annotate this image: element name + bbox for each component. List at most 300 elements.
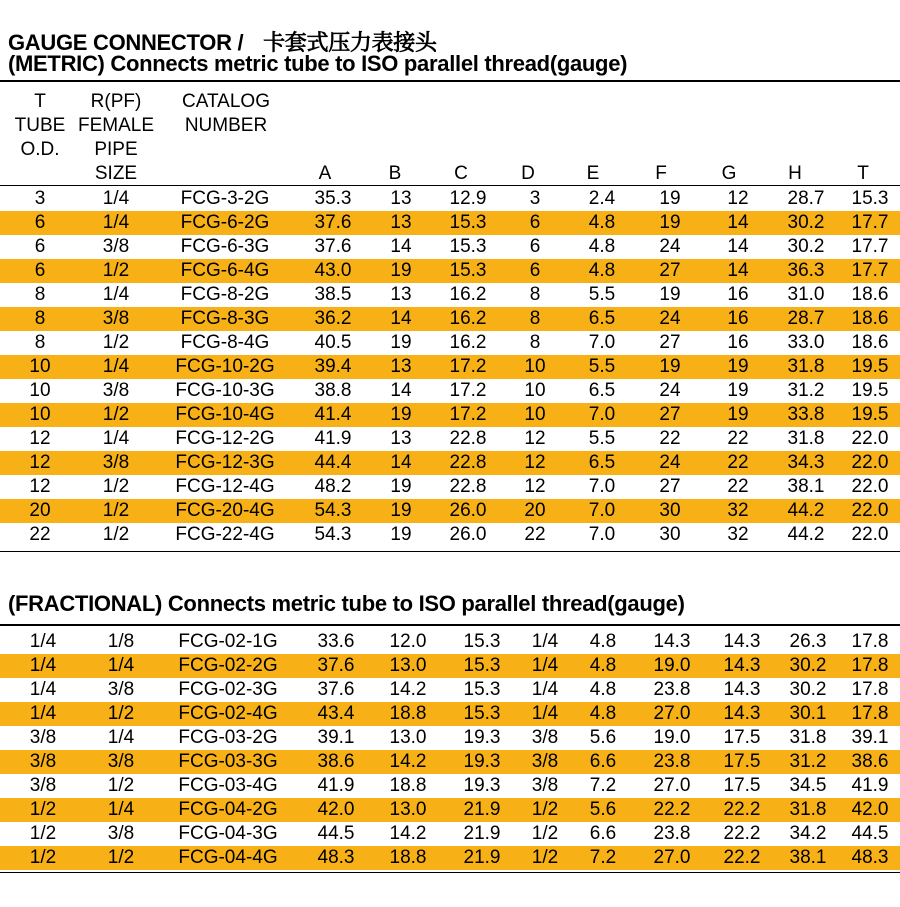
table-cell: 16.2 [434, 307, 502, 331]
table-cell: 14 [727, 236, 749, 257]
table-cell: 7.0 [568, 403, 636, 427]
table-cell: 6 [0, 211, 80, 235]
table-cell: 24 [659, 236, 681, 257]
table-cell: 31.2 [776, 750, 840, 774]
table-row [0, 331, 900, 355]
table-cell: 7.2 [589, 775, 617, 796]
table-cell: 3/8 [29, 775, 57, 796]
table-cell: 10 [502, 355, 568, 379]
fractional-subtitle: (FRACTIONAL) Connects metric tube to ISO parallel thread(gauge) [8, 591, 685, 616]
table-cell: 1/4 [102, 188, 130, 209]
table-cell: FCG-12-4G [175, 476, 275, 497]
table-cell: 19 [636, 355, 704, 379]
table-cell: 22.2 [708, 798, 776, 822]
table-cell: 23.8 [653, 679, 691, 700]
table-row [0, 475, 900, 499]
table-cell: 22 [659, 428, 681, 449]
table-cell: 3/8 [80, 307, 152, 331]
table-cell: FCG-03-2G [178, 727, 278, 748]
table-cell: 15.3 [444, 654, 520, 678]
table-cell: 54.3 [314, 524, 352, 545]
table-cell: FCG-6-2G [152, 211, 298, 235]
table-cell: 21.9 [444, 846, 520, 870]
table-cell: 38.1 [776, 846, 840, 870]
table-cell: 24 [659, 380, 681, 401]
table-cell: 19 [659, 188, 681, 209]
table-cell: 28.7 [772, 307, 840, 331]
table-cell: 14 [390, 380, 412, 401]
table-cell: 10 [0, 403, 80, 427]
table-cell: 22.0 [851, 476, 889, 497]
table-cell: 35.3 [314, 188, 352, 209]
metric-subtitle: (METRIC) Connects metric tube to ISO parallel thread(gauge) [8, 51, 628, 76]
table-cell: FCG-22-4G [175, 524, 275, 545]
table-cell: 17.2 [434, 355, 502, 379]
table-cell: 12 [524, 476, 546, 497]
table-cell: 3/8 [102, 380, 130, 401]
table-cell: 19 [704, 355, 772, 379]
table-cell: 14.3 [723, 679, 761, 700]
table-cell: 19 [636, 211, 704, 235]
table-cell: 22.2 [708, 846, 776, 870]
header-dim-a: A [318, 163, 332, 184]
table-cell: FCG-12-2G [175, 428, 275, 449]
table-cell: 22 [704, 451, 772, 475]
table-cell: 1/4 [531, 631, 559, 652]
table-cell: 14 [368, 451, 434, 475]
table-cell: 38.1 [787, 476, 825, 497]
header-dim-d: D [521, 163, 535, 184]
table-cell: 1/2 [520, 846, 570, 870]
table-cell: 3/8 [520, 750, 570, 774]
table-cell: 3 [34, 188, 46, 209]
table-cell: 41.9 [851, 775, 889, 796]
table-cell: FCG-12-3G [152, 451, 298, 475]
table-cell: 3 [529, 188, 541, 209]
metric-table-bottom-rule [0, 551, 900, 552]
table-cell: 31.8 [787, 428, 825, 449]
table-cell: 44.5 [851, 823, 889, 844]
table-cell: 3/8 [531, 775, 559, 796]
table-cell: 7.0 [588, 476, 616, 497]
table-cell: 1/2 [86, 846, 156, 870]
table-cell: 1/4 [520, 702, 570, 726]
table-cell: 44.4 [298, 451, 368, 475]
table-cell: 14.3 [708, 702, 776, 726]
title-divider [0, 80, 900, 82]
table-cell: 10 [29, 380, 51, 401]
table-cell: FCG-10-2G [152, 355, 298, 379]
table-cell: 4.8 [568, 259, 636, 283]
table-cell: 19 [390, 524, 412, 545]
table-cell: 6 [34, 236, 46, 257]
table-cell: 8 [502, 307, 568, 331]
table-cell: 6 [0, 259, 80, 283]
table-cell: 30.1 [776, 702, 840, 726]
table-row [0, 259, 900, 283]
table-cell: 5.6 [570, 798, 636, 822]
table-row [0, 702, 900, 726]
table-row [0, 427, 900, 451]
table-cell: 19.5 [851, 380, 889, 401]
table-cell: FCG-3-2G [180, 188, 270, 209]
table-cell: FCG-8-2G [180, 284, 270, 305]
table-cell: 3/8 [531, 727, 559, 748]
table-cell: 19.3 [463, 727, 501, 748]
table-cell: 27 [659, 476, 681, 497]
table-cell: 2.4 [588, 188, 616, 209]
table-cell: 14.2 [389, 823, 427, 844]
table-cell: 8 [34, 332, 46, 353]
table-cell: 22.0 [851, 428, 889, 449]
table-cell: 54.3 [298, 499, 368, 523]
table-cell: 19 [390, 332, 412, 353]
table-cell: 4.8 [589, 679, 617, 700]
table-cell: FCG-02-1G [178, 631, 278, 652]
table-cell: 6 [529, 236, 541, 257]
table-cell: FCG-03-3G [156, 750, 300, 774]
table-cell: 48.3 [840, 846, 900, 870]
header-dim-f: F [655, 163, 667, 184]
table-cell: 23.8 [636, 750, 708, 774]
table-cell: 1/2 [102, 332, 130, 353]
table-cell: 24 [636, 307, 704, 331]
table-cell: 22.8 [434, 451, 502, 475]
table-row [0, 523, 900, 547]
table-cell: 22 [524, 524, 546, 545]
table-cell: 3/8 [0, 750, 86, 774]
table-cell: 3/8 [29, 727, 57, 748]
table-cell: 17.7 [840, 211, 900, 235]
table-cell: 26.0 [449, 524, 487, 545]
table-row [0, 403, 900, 427]
table-cell: 14 [390, 236, 412, 257]
table-cell: 34.3 [772, 451, 840, 475]
table-cell: FCG-6-4G [152, 259, 298, 283]
table-cell: 6 [502, 211, 568, 235]
table-cell: 26.0 [434, 499, 502, 523]
table-cell: 33.6 [317, 631, 355, 652]
table-row [0, 774, 900, 798]
table-cell: 22.0 [840, 499, 900, 523]
table-cell: 4.8 [568, 211, 636, 235]
table-cell: 5.5 [588, 428, 616, 449]
table-cell: 13 [390, 188, 412, 209]
table-cell: 33.8 [772, 403, 840, 427]
table-cell: 43.0 [298, 259, 368, 283]
fractional-table-bottom-rule [0, 872, 900, 873]
table-cell: 20 [502, 499, 568, 523]
table-cell: 27.0 [653, 775, 691, 796]
table-cell: 23.8 [653, 823, 691, 844]
table-cell: 1/2 [0, 846, 86, 870]
table-cell: 41.9 [317, 775, 355, 796]
table-cell: 3/8 [107, 823, 135, 844]
table-cell: 37.6 [317, 679, 355, 700]
table-cell: 17.2 [434, 403, 502, 427]
table-cell: 16 [704, 307, 772, 331]
table-cell: 30.2 [776, 654, 840, 678]
table-row [0, 822, 900, 846]
table-cell: 3/8 [80, 451, 152, 475]
header-t-tube-od: T TUBE O.D. [14, 91, 66, 160]
metric-table-body [0, 187, 900, 547]
table-cell: 1/4 [0, 702, 86, 726]
table-cell: 30.2 [789, 679, 827, 700]
table-cell: 12 [29, 428, 51, 449]
table-cell: 17.5 [708, 750, 776, 774]
table-cell: 36.2 [298, 307, 368, 331]
table-row [0, 283, 900, 307]
table-cell: 5.5 [568, 355, 636, 379]
table-cell: 1/2 [80, 499, 152, 523]
table-cell: FCG-02-3G [178, 679, 278, 700]
table-cell: FCG-10-4G [152, 403, 298, 427]
table-cell: 12.0 [389, 631, 427, 652]
table-cell: 14.3 [653, 631, 691, 652]
table-cell: 39.1 [851, 727, 889, 748]
table-cell: FCG-02-4G [156, 702, 300, 726]
table-row [0, 211, 900, 235]
table-cell: 1/4 [0, 654, 86, 678]
header-dim-h: H [788, 163, 802, 184]
table-cell: 43.4 [300, 702, 372, 726]
table-cell: FCG-02-2G [156, 654, 300, 678]
table-cell: 1/4 [102, 284, 130, 305]
table-cell: 21.9 [463, 823, 501, 844]
table-cell: 19.3 [444, 750, 520, 774]
table-cell: 10 [502, 403, 568, 427]
table-cell: 48.3 [300, 846, 372, 870]
table-cell: 16.2 [449, 284, 487, 305]
table-cell: 18.6 [851, 332, 889, 353]
table-cell: 1/8 [107, 631, 135, 652]
table-cell: 41.9 [314, 428, 352, 449]
table-cell: 16.2 [449, 332, 487, 353]
table-cell: 22.2 [723, 823, 761, 844]
table-cell: FCG-20-4G [152, 499, 298, 523]
table-cell: 17.8 [851, 631, 889, 652]
table-row [0, 235, 900, 259]
table-cell: 13 [390, 284, 412, 305]
table-cell: 41.4 [298, 403, 368, 427]
table-row [0, 654, 900, 678]
table-cell: 1/4 [80, 355, 152, 379]
table-cell: 48.2 [314, 476, 352, 497]
fractional-table-body [0, 630, 900, 870]
table-cell: 39.4 [298, 355, 368, 379]
table-cell: 13.0 [389, 727, 427, 748]
table-cell: 1/2 [107, 775, 135, 796]
table-cell: 1/4 [520, 654, 570, 678]
header-r-pipe-size: R(PF) FEMALE PIPE SIZE [77, 91, 155, 184]
table-cell: 31.8 [789, 727, 827, 748]
table-cell: 22.0 [840, 451, 900, 475]
table-cell: 8 [34, 284, 46, 305]
table-cell: 12 [502, 451, 568, 475]
table-row [0, 499, 900, 523]
table-cell: 1/2 [531, 823, 559, 844]
table-cell: 24 [636, 451, 704, 475]
table-cell: 15.3 [449, 236, 487, 257]
table-row [0, 187, 900, 211]
table-cell: 30.2 [787, 236, 825, 257]
table-cell: 17.2 [449, 380, 487, 401]
table-cell: 3/8 [102, 236, 130, 257]
table-cell: 13.0 [372, 654, 444, 678]
table-cell: 1/4 [107, 727, 135, 748]
table-cell: 6.5 [568, 307, 636, 331]
table-cell: 4.8 [570, 702, 636, 726]
header-dim-g: G [721, 163, 737, 184]
table-cell: 27.0 [636, 702, 708, 726]
table-cell: 13 [368, 211, 434, 235]
table-cell: 37.6 [300, 654, 372, 678]
table-cell: 12 [524, 428, 546, 449]
table-cell: 19 [368, 259, 434, 283]
table-cell: 30.2 [772, 211, 840, 235]
table-cell: 4.8 [589, 631, 617, 652]
table-cell: 17.5 [723, 727, 761, 748]
table-cell: 1/4 [86, 654, 156, 678]
table-cell: 19 [390, 476, 412, 497]
table-cell: 34.5 [789, 775, 827, 796]
table-cell: 20 [0, 499, 80, 523]
table-cell: 10 [524, 380, 546, 401]
table-cell: 1/2 [29, 823, 57, 844]
table-cell: 31.0 [787, 284, 825, 305]
table-cell: 30 [636, 499, 704, 523]
table-row [0, 379, 900, 403]
table-cell: FCG-8-3G [152, 307, 298, 331]
table-cell: 22 [727, 476, 749, 497]
header-dim-c: C [454, 163, 468, 184]
table-cell: 3/8 [107, 679, 135, 700]
table-cell: 15.3 [463, 679, 501, 700]
table-cell: 44.2 [772, 499, 840, 523]
table-cell: 1/4 [102, 428, 130, 449]
table-cell: 19 [368, 499, 434, 523]
table-cell: 36.3 [772, 259, 840, 283]
table-cell: 15.3 [444, 702, 520, 726]
table-cell: 27.0 [636, 846, 708, 870]
header-dim-b: B [388, 163, 402, 184]
table-cell: 19.5 [840, 403, 900, 427]
table-cell: 32 [704, 499, 772, 523]
table-cell: FCG-10-3G [175, 380, 275, 401]
table-cell: 4.8 [588, 236, 616, 257]
table-row [0, 451, 900, 475]
table-cell: 22 [727, 428, 749, 449]
table-cell: 1/2 [520, 798, 570, 822]
table-cell: 17.5 [723, 775, 761, 796]
table-cell: 18.8 [372, 846, 444, 870]
table-cell: 7.2 [570, 846, 636, 870]
table-cell: 5.5 [588, 284, 616, 305]
table-cell: 22 [29, 524, 51, 545]
table-cell: 19 [659, 284, 681, 305]
table-cell: 40.5 [314, 332, 352, 353]
table-cell: 18.8 [389, 775, 427, 796]
table-cell: 7.0 [588, 524, 616, 545]
table-cell: 15.3 [463, 631, 501, 652]
table-cell: 38.8 [314, 380, 352, 401]
title-chinese: 卡套式压力表接头 [263, 30, 437, 55]
table-cell: 1/4 [29, 631, 57, 652]
metric-table [0, 187, 900, 547]
table-cell: 17.8 [840, 702, 900, 726]
table-cell: 5.6 [589, 727, 617, 748]
table-cell: 22.2 [636, 798, 708, 822]
table-cell: FCG-6-3G [180, 236, 270, 257]
table-cell: 19 [368, 403, 434, 427]
table-row [0, 355, 900, 379]
table-cell: 31.8 [772, 355, 840, 379]
table-cell: 17.8 [851, 679, 889, 700]
table-cell: 38.6 [300, 750, 372, 774]
table-cell: 10 [0, 355, 80, 379]
table-cell: 28.7 [787, 188, 825, 209]
table-cell: 6 [502, 259, 568, 283]
table-cell: 39.1 [317, 727, 355, 748]
table-cell: 19.5 [840, 355, 900, 379]
table-cell: 1/4 [86, 798, 156, 822]
table-cell: 17.7 [840, 259, 900, 283]
table-cell: 1/2 [102, 476, 130, 497]
table-cell: 1/4 [531, 679, 559, 700]
table-cell: 1/2 [86, 702, 156, 726]
table-cell: 37.6 [314, 236, 352, 257]
table-cell: 16 [727, 332, 749, 353]
table-cell: 1/2 [80, 259, 152, 283]
table-cell: 33.0 [787, 332, 825, 353]
table-cell: 1/2 [80, 403, 152, 427]
table-cell: 42.0 [300, 798, 372, 822]
table-row [0, 678, 900, 702]
table-cell: 31.2 [787, 380, 825, 401]
title-english: GAUGE CONNECTOR / [8, 30, 244, 55]
table-cell: FCG-04-4G [156, 846, 300, 870]
table-cell: 32 [727, 524, 749, 545]
table-cell: FCG-04-2G [156, 798, 300, 822]
table-cell: 6.6 [589, 823, 617, 844]
table-cell: 38.6 [840, 750, 900, 774]
table-cell: 1/2 [0, 798, 86, 822]
table-cell: FCG-04-3G [178, 823, 278, 844]
table-cell: 19.0 [636, 654, 708, 678]
table-row [0, 630, 900, 654]
table-cell: 17.8 [840, 654, 900, 678]
table-cell: 7.0 [588, 332, 616, 353]
table-cell: 31.8 [776, 798, 840, 822]
table-cell: 1/2 [102, 524, 130, 545]
table-cell: 13 [390, 428, 412, 449]
table-cell: 30 [659, 524, 681, 545]
table-cell: 38.5 [314, 284, 352, 305]
table-row [0, 726, 900, 750]
table-cell: 1/4 [80, 211, 152, 235]
table-cell: 16 [727, 284, 749, 305]
table-cell: 13.0 [372, 798, 444, 822]
table-cell: 22.0 [851, 524, 889, 545]
table-cell: 8 [529, 332, 541, 353]
table-cell: 44.2 [787, 524, 825, 545]
table-cell: 19 [704, 403, 772, 427]
table-row [0, 846, 900, 870]
header-divider [0, 185, 900, 186]
table-cell: 22.8 [449, 476, 487, 497]
table-cell: 14 [368, 307, 434, 331]
